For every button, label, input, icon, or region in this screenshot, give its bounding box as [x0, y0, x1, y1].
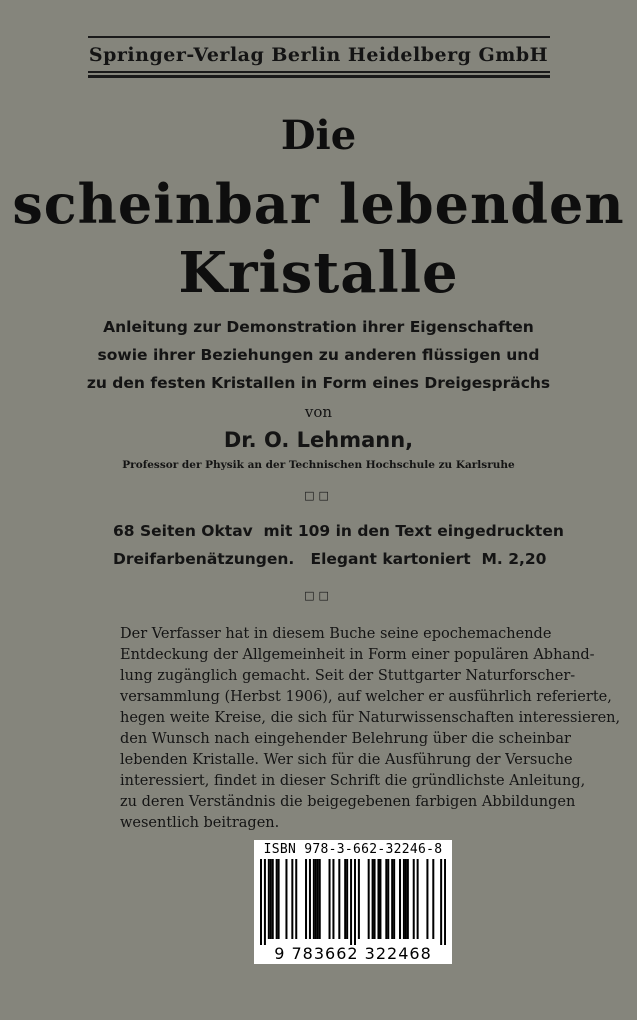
- barcode-bar: [440, 859, 442, 945]
- barcode-bar: [393, 859, 395, 939]
- format-line-2: Dreifarbenätzungen. Elegant kartoniert M. 2,20: [113, 550, 547, 568]
- rule-upper: [88, 71, 550, 73]
- barcode-bar: [319, 859, 321, 939]
- format-line-1: 68 Seiten Oktav mit 109 in den Text eingedruckten: [113, 522, 564, 540]
- isbn-barcode: [254, 840, 452, 964]
- description-line-8: interessiert, findet in dieser Schrift die gründlichste Anleitung,: [120, 773, 586, 789]
- barcode-bar: [405, 859, 407, 939]
- subtitle-line-3: zu den festen Kristallen in Form eines Dreigesprächs: [86, 374, 551, 392]
- barcode-bar: [270, 859, 272, 939]
- barcode-bar: [413, 859, 415, 939]
- ornament-divider-2: □□: [304, 589, 333, 602]
- barcode-bar: [387, 859, 389, 939]
- barcode-bar: [278, 859, 280, 939]
- barcode-bar: [346, 859, 348, 939]
- barcode-bar: [309, 859, 311, 939]
- description-line-9: zu deren Verständnis die beigegebenen farbigen Abbildungen: [120, 794, 576, 810]
- description-line-1: Der Verfasser hat in diesem Buche seine epochemachende: [120, 626, 552, 642]
- barcode-bar: [403, 859, 405, 939]
- barcode-bar: [332, 859, 334, 939]
- description-line-5: hegen weite Kreise, die sich für Naturwissenschaften interessieren,: [120, 710, 621, 726]
- barcode-bar: [272, 859, 274, 939]
- barcode-bar: [268, 859, 270, 939]
- barcode-bar: [399, 859, 401, 939]
- subtitle-line-2: sowie ihrer Beziehungen zu anderen flüssigen und: [97, 346, 540, 364]
- barcode-bar: [295, 859, 297, 939]
- von-label: von: [304, 403, 333, 421]
- author-affiliation: Professor der Physik an der Technischen Hochschule zu Karlsruhe: [122, 459, 515, 471]
- title-line-3: Kristalle: [178, 240, 459, 306]
- barcode-bar: [313, 859, 315, 939]
- subtitle-line-1: Anleitung zur Demonstration ihrer Eigenschaften: [103, 318, 534, 336]
- barcode-bar: [329, 859, 331, 939]
- barcode-bar: [260, 859, 262, 945]
- title-line-2: scheinbar lebenden: [12, 172, 625, 236]
- description-line-4: versammlung (Herbst 1906), auf welcher er ausführlich referierte,: [120, 689, 612, 705]
- barcode-bar: [291, 859, 293, 939]
- barcode-bar: [344, 859, 346, 939]
- barcode-bar: [315, 859, 317, 939]
- description-line-3: lung zugänglich gemacht. Seit der Stuttgarter Naturforscher-: [120, 668, 576, 684]
- barcode-bar: [377, 859, 379, 939]
- description-line-10: wesentlich beitragen.: [120, 815, 280, 831]
- barcode-bar: [350, 859, 352, 945]
- barcode-bar: [444, 859, 446, 945]
- barcode-bar: [417, 859, 419, 939]
- barcode-bar: [374, 859, 376, 939]
- barcode-bar: [338, 859, 340, 939]
- barcode-bar: [385, 859, 387, 939]
- rule-lower: [88, 75, 550, 78]
- description-line-6: den Wunsch nach eingehender Belehrung über die scheinbar: [120, 731, 571, 747]
- barcode-bar: [426, 859, 428, 939]
- barcode-bar: [407, 859, 409, 939]
- top-rule: [88, 36, 550, 38]
- isbn-label: ISBN 978-3-662-32246-8: [263, 842, 443, 857]
- barcode-bar: [276, 859, 278, 939]
- barcode-bar: [368, 859, 370, 939]
- barcode-bars: [260, 859, 446, 945]
- barcode-bar: [358, 859, 360, 939]
- description-line-7: lebenden Kristalle. Wer sich für die Ausführung der Versuche: [120, 752, 573, 768]
- author-name: Dr. O. Lehmann,: [223, 428, 414, 452]
- ean-number: 9 783662 322468: [274, 944, 432, 963]
- barcode-bar: [372, 859, 374, 939]
- barcode-bar: [391, 859, 393, 939]
- barcode-bar: [264, 859, 266, 945]
- barcode-bar: [379, 859, 381, 939]
- barcode-bar: [317, 859, 319, 939]
- barcode-bar: [432, 859, 434, 939]
- barcode-bar: [354, 859, 356, 945]
- title-line-1: Die: [280, 112, 357, 159]
- barcode-bar: [305, 859, 307, 939]
- description-line-2: Entdeckung der Allgemeinheit in Form einer populären Abhand-: [120, 647, 595, 663]
- barcode-bar: [285, 859, 287, 939]
- publisher-name: Springer-Verlag Berlin Heidelberg GmbH: [88, 44, 549, 66]
- ornament-divider-1: □□: [304, 489, 333, 502]
